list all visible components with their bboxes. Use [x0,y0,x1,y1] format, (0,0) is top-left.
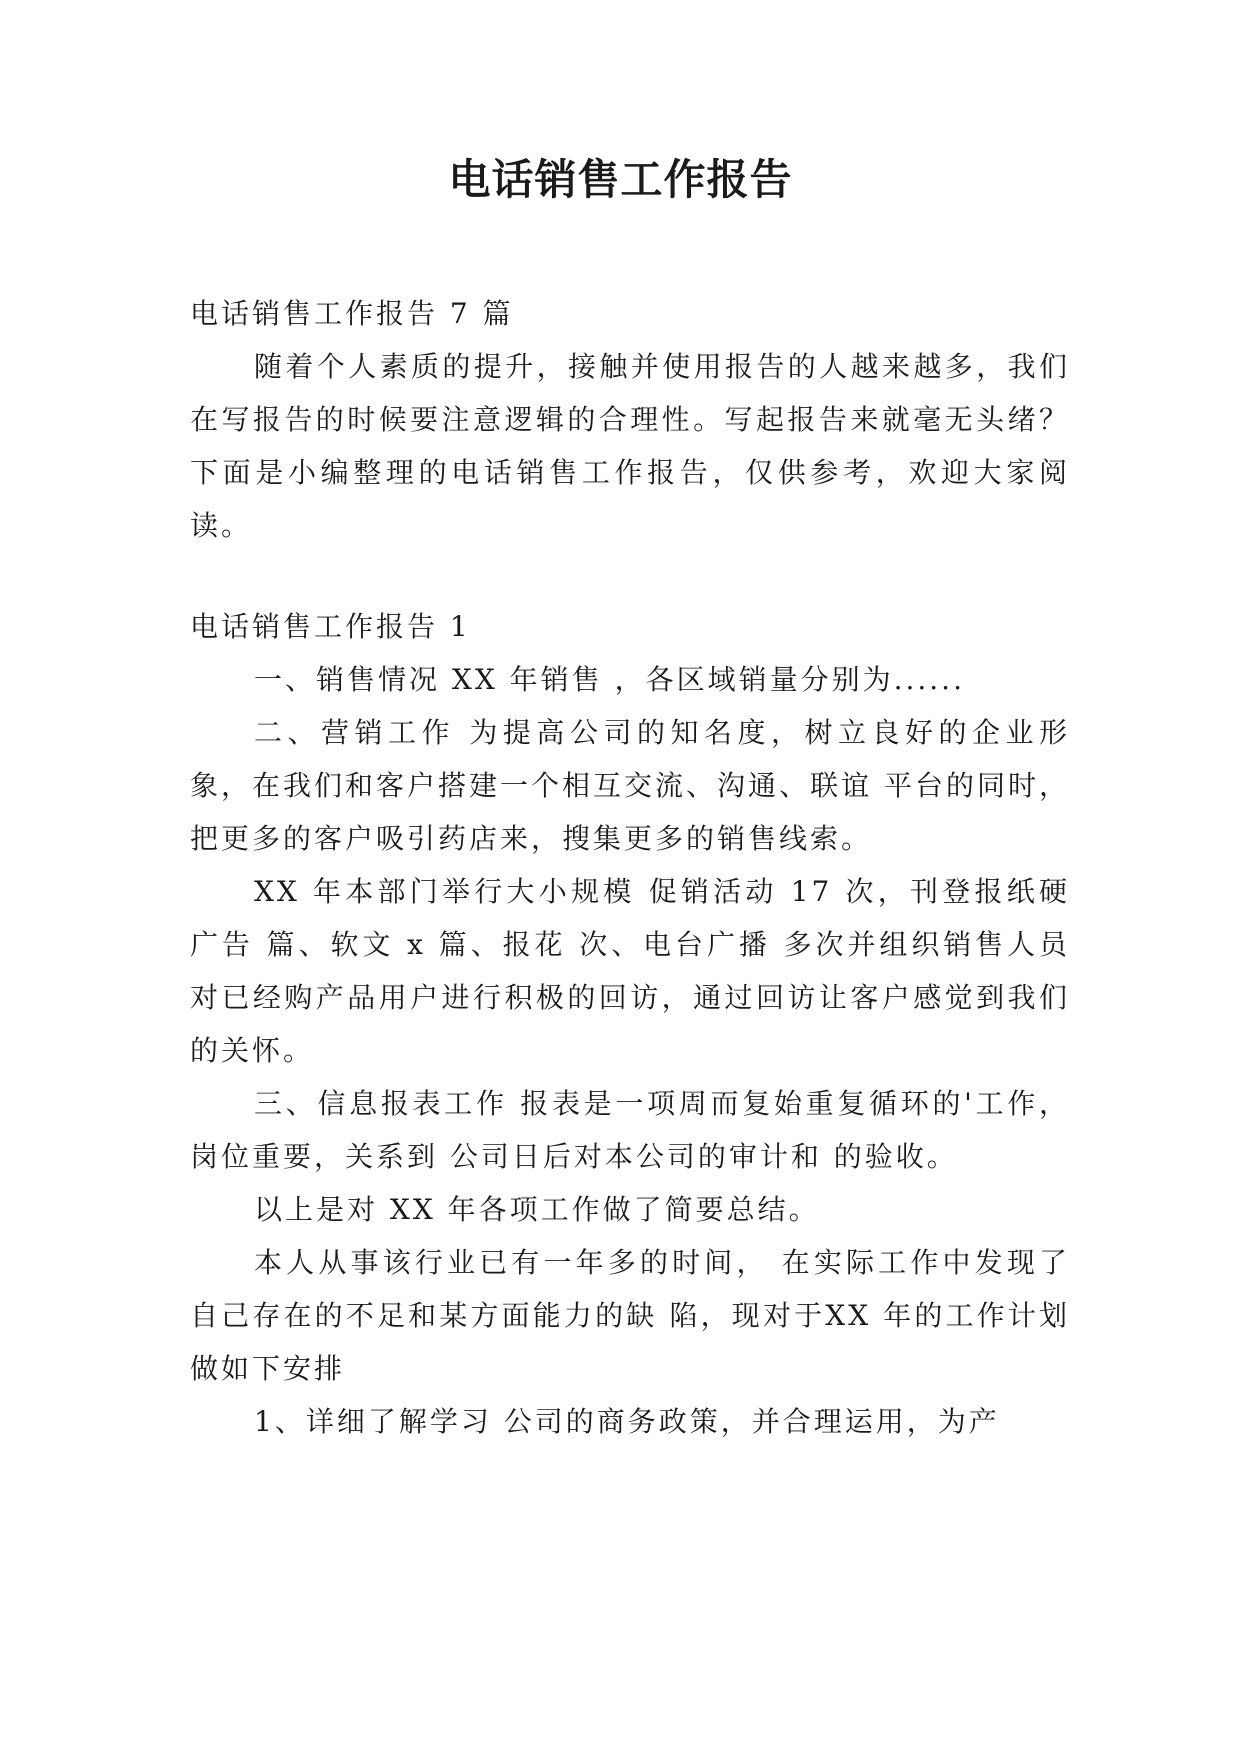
collection-heading: 电话销售工作报告 7 篇 [190,297,514,330]
document-title: 电话销售工作报告 [448,155,793,204]
section-heading-1: 电话销售工作报告 1 [190,610,471,643]
intro-paragraph: 随着个人素质的提升，接触并使用报告的人越来越多，我们在写报告的时候要注意逻辑的合理性。写起报告来就毫无头绪？下面是小编整理的电话销售工作报告，仅供参考，欢迎大家阅读。 [190,350,1070,542]
sales-situation-paragraph: 一、销售情况 XX 年销售 ，各区域销量分别为...... [254,663,965,696]
marketing-work-paragraph: 二、营销工作 为提高公司的知名度，树立良好的企业形象，在我们和客户搭建一个相互交流、沟通、联谊 平台的同时，把更多的客户吸引药店来，搜集更多的销售线索。 [190,716,1070,855]
report-work-paragraph: 三、信息报表工作 报表是一项周而复始重复循环的'工作，岗位重要，关系到 公司日后对本公司的审计和 的验收。 [190,1087,1070,1173]
work-plan-intro-paragraph: 本人从事该行业已有一年多的时间， 在实际工作中发现了自己存在的不足和某方面能力的缺 陷，现对于XX 年的工作计划做如下安排 [190,1246,1070,1385]
plan-item-1-paragraph: 1、详细了解学习 公司的商务政策，并合理运用，为产 [254,1405,1000,1438]
promotion-activities-paragraph: XX 年本部门举行大小规模 促销活动 17 次，刊登报纸硬广告 篇、软文 x 篇、报花 次、电台广播 多次并组织销售人员对已经购产品用户进行积极的回访，通过回访让客户感觉到我们的关怀。 [190,875,1070,1067]
document-body [190,287,1070,1448]
summary-paragraph: 以上是对 XX 年各项工作做了简要总结。 [254,1193,820,1226]
